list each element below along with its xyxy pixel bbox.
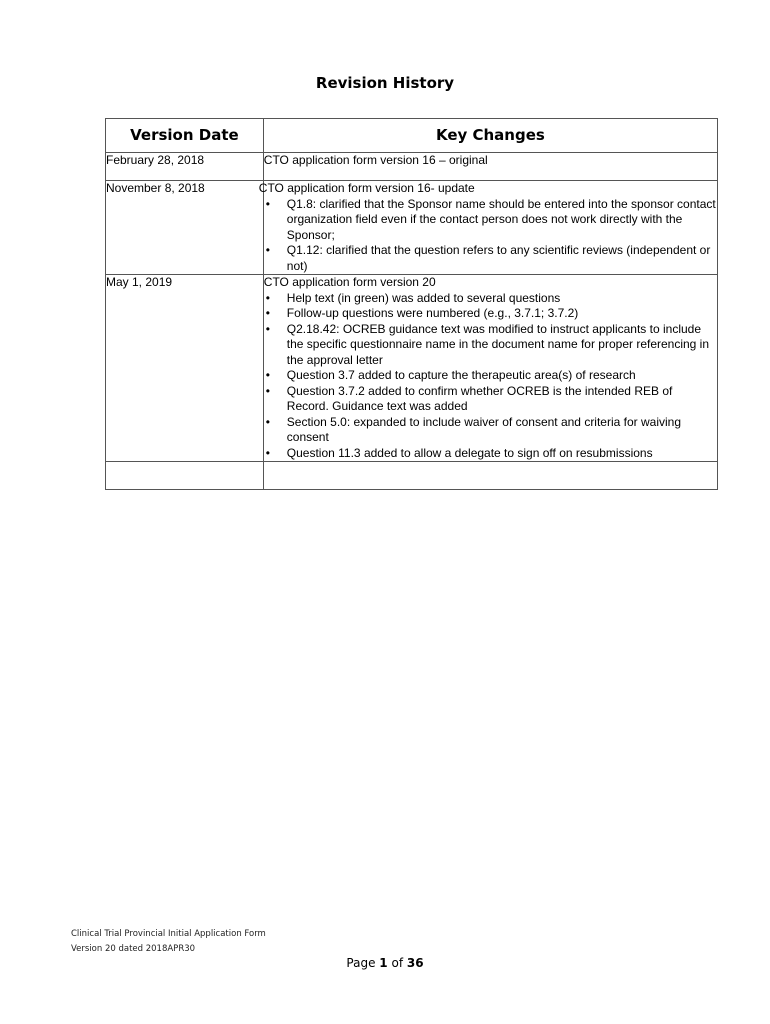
document-footer xyxy=(71,927,266,957)
page-number-prefix: Page xyxy=(346,956,380,970)
change-item: • Section 5.0: expanded to include waiver of consent and criteria for waiving consent xyxy=(264,415,717,446)
empty-cell xyxy=(106,462,264,490)
change-item: • Help text (in green) was added to several questions xyxy=(264,291,717,307)
change-summary: CTO application form version 16- update xyxy=(258,181,475,195)
table-row xyxy=(106,181,718,275)
footer-version: Version 20 dated 2018APR30 xyxy=(71,944,196,954)
key-changes-cell xyxy=(263,275,717,462)
page-total: 36 xyxy=(406,956,424,970)
change-item: • Q1.12: clarified that the question refers to any scientific reviews (independent or not) xyxy=(264,243,717,274)
change-item: • Follow-up questions were numbered (e.g., 3.7.1; 3.7.2) xyxy=(264,306,717,322)
key-changes-cell xyxy=(263,153,717,181)
table-row xyxy=(106,153,718,181)
change-summary: CTO application form version 16 – original xyxy=(263,153,488,167)
change-item: • Q2.18.42: OCREB guidance text was modified to instruct applicants to include the specific questionnaire name in the document name for proper referencing in the approval letter xyxy=(264,322,717,369)
change-list xyxy=(264,197,717,275)
version-date-cell: November 8, 2018 xyxy=(106,181,264,275)
table-row xyxy=(106,275,718,462)
header-key-changes: Key Changes xyxy=(263,119,717,153)
page-title: Revision History xyxy=(315,74,455,92)
table-row-empty xyxy=(106,462,718,490)
change-item: • Q1.8: clarified that the Sponsor name should be entered into the sponsor contact organization field even if the contact person does not work directly with the Sponsor; xyxy=(264,197,717,244)
page-current: 1 xyxy=(379,956,388,970)
change-list xyxy=(264,291,717,462)
version-date-cell: May 1, 2019 xyxy=(106,275,264,462)
footer-form-name: Clinical Trial Provincial Initial Application Form xyxy=(71,929,266,939)
revision-history-table xyxy=(105,118,718,490)
change-summary: CTO application form version 20 xyxy=(263,275,436,289)
version-date-cell: February 28, 2018 xyxy=(106,153,264,181)
change-item: • Question 3.7.2 added to confirm whether OCREB is the intended REB of Record. Guidance text was added xyxy=(264,384,717,415)
header-version-date: Version Date xyxy=(106,119,264,153)
key-changes-cell xyxy=(258,181,717,275)
table-header-row xyxy=(106,119,718,153)
page-number xyxy=(0,956,770,970)
change-item: • Question 11.3 added to allow a delegate to sign off on resubmissions xyxy=(264,446,717,462)
page-number-of: of xyxy=(387,956,407,970)
change-item: • Question 3.7 added to capture the therapeutic area(s) of research xyxy=(264,368,717,384)
empty-cell xyxy=(263,462,717,490)
